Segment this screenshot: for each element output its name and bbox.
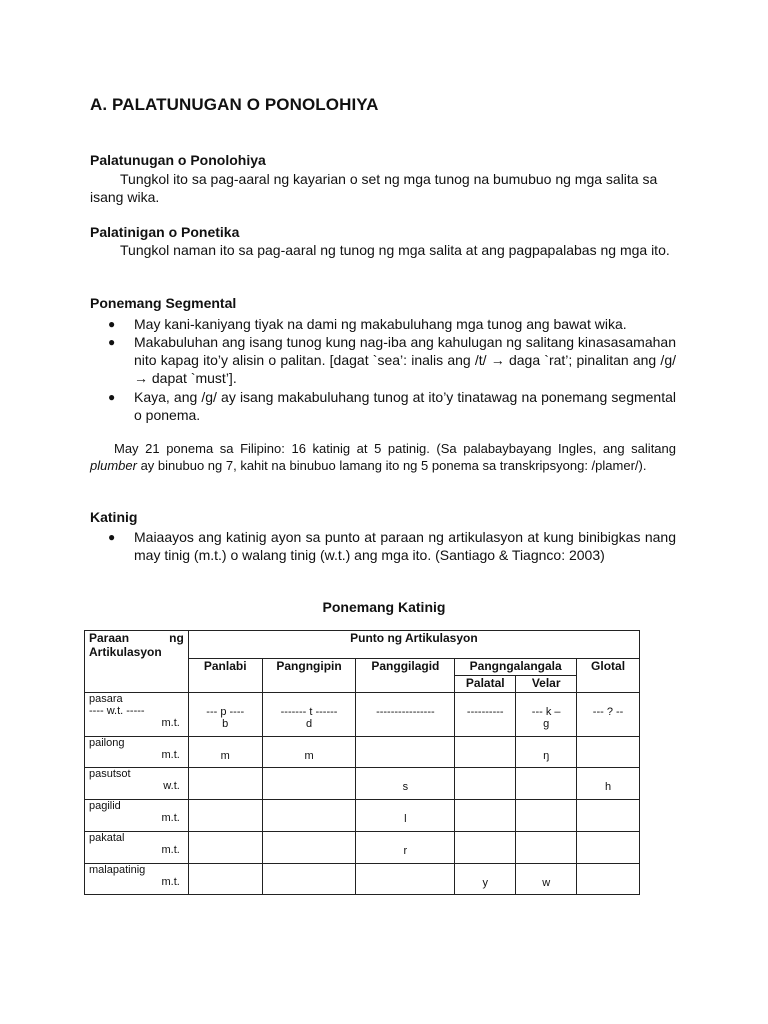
table-cell	[188, 864, 262, 895]
corner-word-ng: ng	[169, 631, 184, 645]
list-item	[108, 528, 676, 564]
table-cell	[455, 768, 516, 800]
table-cell	[188, 768, 262, 800]
table-row	[85, 693, 640, 737]
row-label-extra: ---- w.t. -----	[89, 705, 145, 717]
row-label-malapatinig: malapatinig m.t.	[85, 864, 189, 895]
list-item-text: Maiaayos ang katinig ayon sa punto at paraan ng artikulasyon at kung binibigkas nang may tinig (m.t.) o walang tinig (w.t.) ang mga ito. (Santiago & Tiagnco: 2003)	[134, 529, 676, 563]
punto-header: Punto ng Artikulasyon	[188, 631, 639, 659]
table-cell	[516, 768, 577, 800]
list-item	[108, 315, 676, 333]
table-cell: r	[356, 832, 455, 864]
ponema-note	[90, 440, 676, 474]
row-label-pailong: pailong m.t.	[85, 737, 189, 768]
paragraph-ponolohiya: Tungkol ito sa pag-aaral ng kayarian o set ng mga tunog na bumubuo ng mga salita sa isang wika.	[90, 171, 658, 205]
list-item	[108, 333, 676, 387]
row-label-name: pasara	[89, 693, 123, 705]
table-row	[85, 768, 640, 800]
col-header-glotal: Glotal	[577, 659, 640, 693]
table-cell	[262, 832, 356, 864]
list-item-text: Makabuluhan ang isang tunog kung nag-iba ang kahulugan ng salitang kinasasamahan nito kapag ito’y alisin o palitan. [dagat `sea’: inalis ang /t/ → daga `rat’; pinalitan ang /g/ → dapat `must’].	[134, 334, 676, 386]
table-cell: ----------	[455, 693, 516, 737]
table-cell: ----------------	[356, 693, 455, 737]
table-cell: ------- t ------ d	[262, 693, 356, 737]
table-cell: --- p ---- b	[188, 693, 262, 737]
table-cell: --- ? --	[577, 693, 640, 737]
table-cell	[262, 864, 356, 895]
table-row	[85, 737, 640, 768]
consonant-table	[84, 630, 640, 895]
table-row	[85, 832, 640, 864]
list-item	[108, 388, 676, 424]
row-label-pakatal: pakatal m.t.	[85, 832, 189, 864]
table-cell	[455, 737, 516, 768]
table-cell: m	[262, 737, 356, 768]
table-cell	[356, 737, 455, 768]
table-cell	[577, 800, 640, 832]
table-cell: s	[356, 768, 455, 800]
heading-katinig: Katinig	[90, 509, 138, 525]
row-label-pagilid: pagilid m.t.	[85, 800, 189, 832]
table-corner-header	[85, 631, 189, 693]
row-label-pasara	[85, 693, 189, 737]
table-cell	[516, 800, 577, 832]
table-cell	[356, 864, 455, 895]
list-item-text: May kani-kaniyang tiyak na dami ng makabuluhang mga tunog ang bawat wika.	[134, 316, 627, 332]
table-cell: y	[455, 864, 516, 895]
table-cell: --- k – g	[516, 693, 577, 737]
table-cell: m	[188, 737, 262, 768]
corner-word-artikulasyon: Artikulasyon	[89, 645, 162, 659]
col-header-panggilagid: Panggilagid	[356, 659, 455, 693]
table-caption: Ponemang Katinig	[322, 599, 446, 615]
table-cell: ŋ	[516, 737, 577, 768]
note-italic-word: plumber	[90, 458, 137, 473]
table-cell	[262, 800, 356, 832]
heading-ponetika: Palatinigan o Ponetika	[90, 224, 240, 240]
table-row	[85, 800, 640, 832]
row-label-voice: m.t.	[161, 717, 180, 729]
list-item-text: Kaya, ang /g/ ay isang makabuluhang tunog at ito’y tinatawag na ponemang segmental o ponema.	[134, 389, 676, 423]
bullet-icon: ●	[108, 530, 116, 544]
page-title: A. PALATUNUGAN O PONOLOHIYA	[90, 95, 379, 114]
note-text-end: ay binubuo ng 7, kahit na binubuo lamang ito ng 5 ponema sa transkripsyong: /plamer/).	[136, 458, 647, 473]
table-cell	[188, 832, 262, 864]
col-header-velar: Velar	[516, 676, 577, 693]
table-cell	[577, 864, 640, 895]
note-text-start: May 21 ponema sa Filipino: 16 katinig at 5 patinig. (Sa palabaybayang Ingles, ang salitang	[114, 441, 676, 456]
col-header-pangngalangala: Pangngalangala	[455, 659, 577, 676]
table-cell: h	[577, 768, 640, 800]
heading-segmental: Ponemang Segmental	[90, 295, 237, 311]
heading-ponolohiya: Palatunugan o Ponolohiya	[90, 152, 266, 168]
table-row	[85, 864, 640, 895]
table-cell	[262, 768, 356, 800]
table-cell	[516, 832, 577, 864]
table-cell	[577, 737, 640, 768]
paragraph-ponetika: Tungkol naman ito sa pag-aaral ng tunog ng mga salita at ang pagpapalabas ng mga ito.	[120, 242, 670, 258]
col-header-panlabi: Panlabi	[188, 659, 262, 693]
col-header-palatal: Palatal	[455, 676, 516, 693]
bullet-icon: ●	[108, 317, 116, 331]
bullet-icon: ●	[108, 390, 116, 404]
col-header-pangngipin: Pangngipin	[262, 659, 356, 693]
table-cell	[188, 800, 262, 832]
table-cell	[577, 832, 640, 864]
table-cell: l	[356, 800, 455, 832]
table-cell: w	[516, 864, 577, 895]
table-cell	[455, 800, 516, 832]
row-label-pasutsot: pasutsot w.t.	[85, 768, 189, 800]
bullet-icon: ●	[108, 335, 116, 349]
corner-word-paraan: Paraan	[89, 631, 130, 645]
table-cell	[455, 832, 516, 864]
